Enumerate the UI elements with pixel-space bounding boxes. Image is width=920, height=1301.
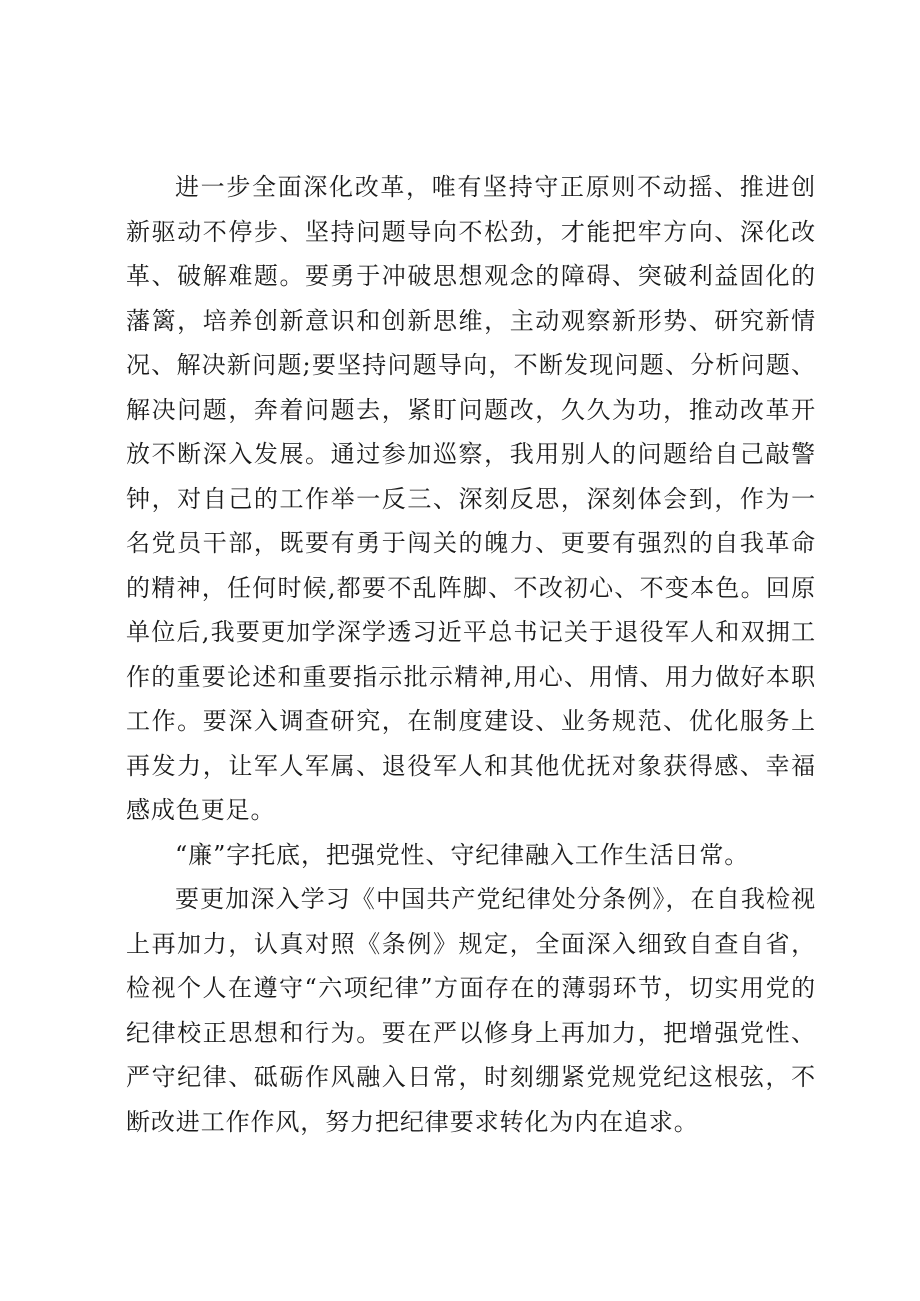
document-body bbox=[126, 165, 816, 1144]
section-heading: “廉”字托底，把强党性、守纪律融入工作生活日常。 bbox=[175, 840, 750, 869]
body-paragraph: 进一步全面深化改革，唯有坚持守正原则不动摇、推进创新驱动不停步、坚持问题导向不松劲，才能把牢方向、深化改革、破解难题。要勇于冲破思想观念的障碍、突破利益固化的藩篱，培养创新意识和创新思维，主动观察新形势、研究新情况、解决新问题;要坚持问题导向，不断发现问题、分析问题、解决问题，奔着问题去，紧盯问题改，久久为功，推动改革开放不断深入发展。通过参加巡察，我用别人的问题给自己敲警钟，对自己的工作举一反三、深刻反思，深刻体会到，作为一名党员干部，既要有勇于闯关的魄力、更要有强烈的自我革命的精神，任何时候,都要不乱阵脚、不改初心、不变本色。回原单位后,我要更加学深学透习近平总书记关于退役军人和双拥工作的重要论述和重要指示批示精神,用心、用情、用力做好本职工作。要深入调查研究，在制度建设、业务规范、优化服务上再发力，让军人军属、退役军人和其他优抚对象获得感、幸福感成色更足。 bbox=[126, 173, 816, 824]
body-paragraph: 要更加深入学习《中国共产党纪律处分条例》，在自我检视上再加力，认真对照《条例》规定，全面深入细致自查自省，检视个人在遵守“六项纪律”方面存在的薄弱环节，切实用党的纪律校正思想和行为。要在严以修身上再加力，把增强党性、严守纪律、砥砺作风融入日常，时刻绷紧党规党纪这根弦，不断改进工作作风，努力把纪律要求转化为内在追求。 bbox=[126, 885, 816, 1136]
